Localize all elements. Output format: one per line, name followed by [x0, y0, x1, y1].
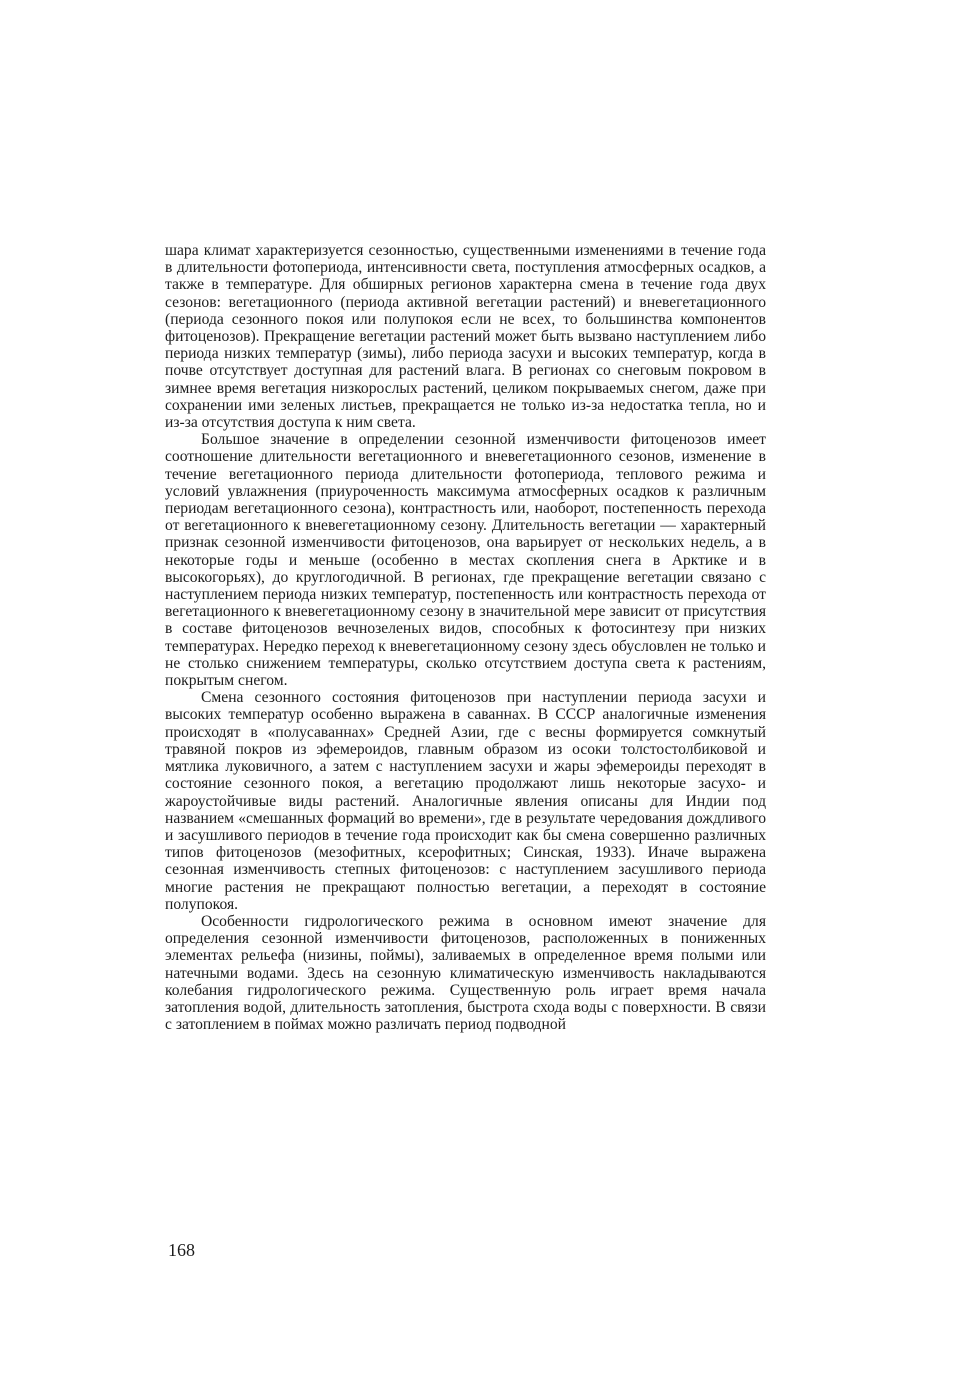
paragraph-3: Смена сезонного состояния фитоценозов при наступлении периода засухи и высоких температур особенно выражена в саваннах. В СССР аналогичные изменения происходят в «полусаваннах» Средней Азии, где с весны формируется сомкнутый травяной покров из эфемероидов, главным образом из осоки толстостолбиковой и мятлика луковичного, а затем с наступлением засухи и жары эфемероиды переходят в состояние сезонного покоя, а вегетацию продолжают лишь некоторые засухо- и жароустойчивые виды растений. Аналогичные явления описаны для Индии под названием «смешанных формаций во времени», где в результате чередования дождливого и засушливого периодов в течение года происходит как бы смена совершенно различных типов фитоценозов (мезофитных, ксерофитных; Синская, 1933). Иначе выражена сезонная изменчивость степных фитоценозов: с наступлением засушливого периода многие растения не прекращают полностью вегетации, а переходят в состояние полупокоя. [165, 689, 766, 913]
paragraph-4: Особенности гидрологического режима в основном имеют значение для определения сезонной изменчивости фитоценозов, расположенных в пониженных элементах рельефа (низины, поймы), заливаемых в определенное время полыми или натечными водами. Здесь на сезонную климатическую изменчивость накладываются колебания гидрологического режима. Существенную роль играет время начала затопления водой, длительность затопления, быстрота схода воды с поверхности. В связи с затоплением в поймах можно различать период подводной [165, 912, 766, 1034]
page-number: 168 [168, 1240, 195, 1260]
paragraph-1: шара климат характеризуется сезонностью, существенными изменениями в течение года в длительности фотопериода, интенсивности света, поступления атмосферных осадков, а также в температуре. Для обширных регионов характерна смена в течение года двух сезонов: вегетационного (периода активной вегетации растений) и вневегетационного (периода сезонного покоя или полупокоя если не всех, то большинства компонентов фитоценозов). Прекращение вегетации растений может быть вызвано наступлением либо периода низких температур (зимы), либо периода засухи и высоких температур, когда в почве отсутствует доступная для растений влага. В регионах со снеговым покровом в зимнее время вегетация низкорослых растений, целиком покрываемых снегом, даже при сохранении ими зеленых листьев, прекращается не только из-за недостатка тепла, но и из-за отсутствия доступа к ним света. [165, 242, 766, 432]
page-body [165, 242, 766, 1033]
paragraph-2: Большое значение в определении сезонной изменчивости фитоценозов имеет соотношение длительности вегетационного и вневегетационного сезонов, изменение в течение вегетационного периода длительности фотопериода, теплового режима и условий увлажнения (приуроченность максимума атмосферных осадков к различным периодам вегетационного сезона), контрастность или, наоборот, постепенность перехода от вегетационного к вневегетационному сезону. Длительность вегетации — характерный признак сезонной изменчивости фитоценозов, она варьирует от нескольких недель, а в некоторые годы и меньше (особенно в местах скопления снега в Арктике и в высокогорьях), до круглогодичной. В регионах, где прекращение вегетации связано с наступлением периода низких температур, постепенность или контрастность перехода от вегетационного к вневегетационному сезону в значительной мере зависит от присутствия в составе фитоценозов вечнозеленых видов, способных к фотосинтезу при низких температурах. Нередко переход к вневегетационному сезону здесь обусловлен не только и не столько снижением температуры, сколько отсутствием доступа света к растениям, покрытым снегом. [165, 431, 766, 690]
